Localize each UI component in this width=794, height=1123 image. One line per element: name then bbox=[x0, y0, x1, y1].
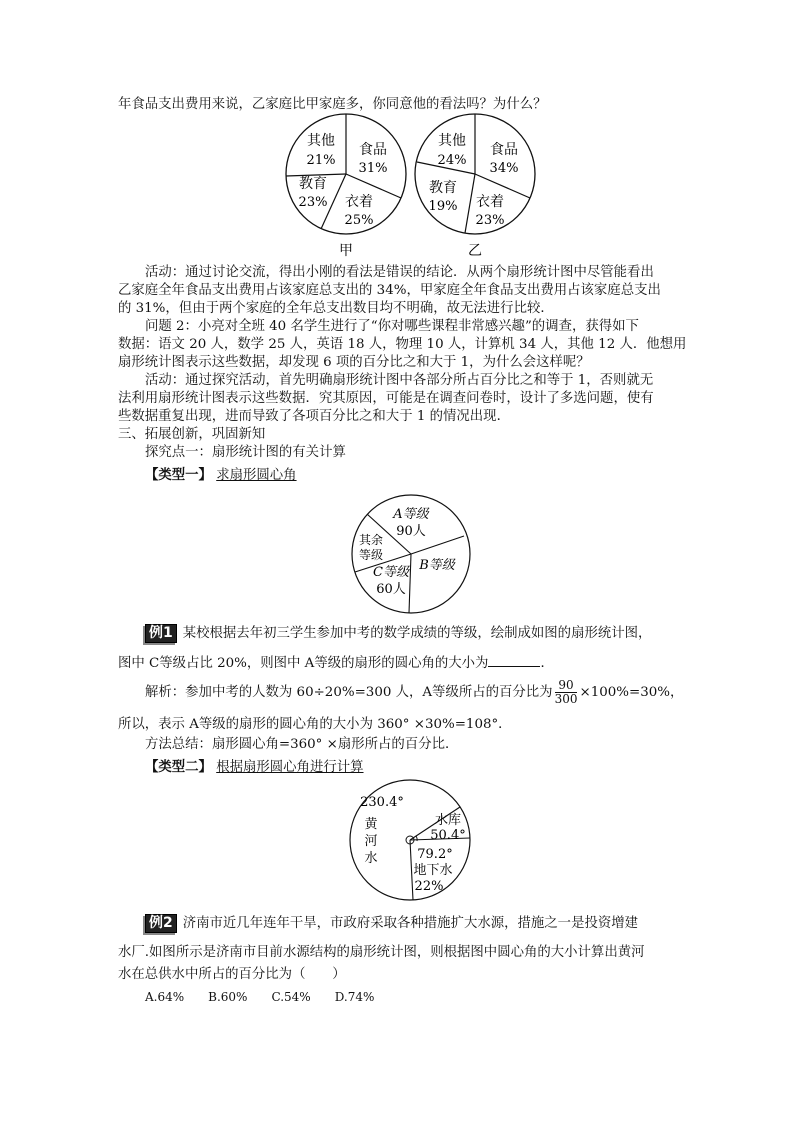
yi-food-value: 34% bbox=[489, 161, 519, 176]
fraction-90-300 bbox=[555, 679, 578, 706]
jia-edu-value: 23% bbox=[298, 195, 328, 210]
ground-angle: 79.2° bbox=[417, 847, 453, 862]
yi-clothes-label: 衣着 bbox=[476, 194, 504, 210]
yellow-river-char2: 河 bbox=[364, 834, 378, 849]
yi-edu-value: 19% bbox=[428, 199, 458, 214]
grade-a-count: 90人 bbox=[396, 524, 426, 539]
yi-other-value: 24% bbox=[437, 153, 467, 168]
example1-line1 bbox=[145, 624, 651, 644]
grade-c-count: 60人 bbox=[376, 582, 406, 597]
grade-b-name: B等级 bbox=[419, 558, 455, 573]
example1-tag: 例1 bbox=[145, 624, 177, 643]
example1-text2: 图中 C等级占比 20%，则图中 A等级的扇形的圆心角的大小为 bbox=[118, 656, 489, 671]
grade-other-line2: 等级 bbox=[358, 548, 384, 562]
type1-title: 求扇形圆心角 bbox=[216, 468, 297, 483]
pie-chart-grade bbox=[349, 492, 473, 616]
fraction-denominator: 300 bbox=[554, 692, 578, 706]
yi-other-label: 其他 bbox=[438, 133, 466, 149]
question2-line1: 问题 2：小亮对全班 40 名学生进行了“你对哪些课程非常感兴趣”的调查，获得如下 bbox=[145, 319, 639, 334]
question2-line2: 数据：语文 20 人，数学 25 人，英语 18 人，物理 10 人，计算机 34 人，其他 12 人．他想用 bbox=[118, 337, 687, 352]
jia-food-value: 31% bbox=[358, 161, 388, 176]
example1-text2-end: ． bbox=[540, 656, 554, 671]
type2-bracket: 【类型二】 bbox=[145, 759, 212, 775]
type1-heading bbox=[145, 466, 297, 485]
grade-c-name: C等级 bbox=[373, 565, 409, 580]
solution-text-b: ×100%=30%， bbox=[579, 685, 684, 700]
pie-chart-jia bbox=[283, 112, 409, 260]
pie-chart-water bbox=[347, 778, 475, 904]
example2-line1 bbox=[145, 914, 638, 934]
solution-text-a: 解析：参加中考的人数为 60÷20%=300 人，A等级所占的百分比为 bbox=[145, 685, 553, 700]
example1-method: 方法总结：扇形圆心角=360° ×扇形所占的百分比． bbox=[145, 737, 459, 752]
example1-line2 bbox=[118, 654, 554, 673]
example1-solution1 bbox=[145, 676, 683, 710]
grade-a-name: A等级 bbox=[393, 507, 429, 522]
activity1-line2: 乙家庭全年食品支出费用占该家庭总支出的 34%，甲家庭全年食品支出费用占该家庭总支出 bbox=[118, 283, 661, 298]
jia-clothes-label: 衣着 bbox=[345, 194, 373, 210]
explore1-heading: 探究点一：扇形统计图的有关计算 bbox=[145, 445, 346, 460]
example1-solution2: 所以，表示 A等级的扇形的圆心角的大小为 360° ×30%=108°． bbox=[118, 717, 512, 732]
fraction-numerator: 90 bbox=[555, 679, 578, 693]
reservoir-angle: 50.4° bbox=[430, 828, 466, 843]
yi-food-label: 食品 bbox=[490, 142, 518, 158]
jia-edu-label: 教育 bbox=[299, 176, 327, 192]
type1-bracket: 【类型一】 bbox=[145, 467, 212, 483]
yellow-river-char1: 黄 bbox=[364, 817, 378, 832]
type2-title: 根据扇形圆心角进行计算 bbox=[216, 760, 364, 775]
jia-food-label: 食品 bbox=[359, 142, 387, 158]
yi-caption: 乙 bbox=[468, 243, 482, 259]
jia-clothes-value: 25% bbox=[344, 213, 374, 228]
section3-heading: 三、拓展创新，巩固新知 bbox=[118, 427, 266, 442]
water-angle-big: 230.4° bbox=[360, 795, 404, 810]
example2-line3: 水在总供水中所占的百分比为（ ） bbox=[118, 967, 346, 982]
activity1-line1: 活动：通过讨论交流，得出小刚的看法是错误的结论．从两个扇形统计图中尽管能看出 bbox=[145, 265, 654, 280]
example2-tag: 例2 bbox=[145, 914, 177, 933]
example1-text1: 某校根据去年初三学生参加中考的数学成绩的等级，绘制成如图的扇形统计图， bbox=[182, 626, 652, 641]
example2-options: A.64% B.60% C.54% D.74% bbox=[145, 990, 375, 1004]
activity2-line2: 法利用扇形统计图表示这些数据．究其原因，可能是在调查问卷时，设计了多选问题，使有 bbox=[118, 391, 654, 406]
example2-line2: 水厂.如图所示是济南市目前水源结构的扇形统计图，则根据图中圆心角的大小计算出黄河 bbox=[118, 945, 645, 960]
activity2-line1: 活动：通过探究活动，首先明确扇形统计图中各部分所占百分比之和等于 1，否则就无 bbox=[145, 373, 654, 388]
intro-line: 年食品支出费用来说，乙家庭比甲家庭多，你同意他的看法吗？为什么？ bbox=[118, 97, 547, 112]
jia-other-label: 其他 bbox=[307, 133, 335, 149]
yi-clothes-value: 23% bbox=[475, 213, 505, 228]
grade-other-line1: 其余 bbox=[358, 533, 384, 547]
yellow-river-char3: 水 bbox=[364, 851, 378, 866]
yi-edu-label: 教育 bbox=[429, 180, 457, 196]
reservoir-label: 水库 bbox=[434, 813, 462, 828]
type2-heading bbox=[145, 758, 364, 777]
pie-chart-yi bbox=[412, 112, 538, 260]
jia-caption: 甲 bbox=[339, 243, 353, 259]
activity1-line3: 的 31%，但由于两个家庭的全年总支出数目均不明确，故无法进行比较． bbox=[118, 301, 554, 316]
jia-other-value: 21% bbox=[306, 153, 336, 168]
groundwater-label: 地下水 bbox=[413, 863, 453, 878]
activity2-line3: 些数据重复出现，进而导致了各项百分比之和大于 1 的情况出现． bbox=[118, 409, 510, 424]
answer-blank[interactable] bbox=[488, 654, 540, 667]
example2-text1: 济南市近几年连年干旱，市政府采取各种措施扩大水源，措施之一是投资增建 bbox=[182, 916, 639, 931]
question2-line3: 扇形统计图表示这些数据，却发现 6 项的百分比之和大于 1，为什么会这样呢？ bbox=[118, 355, 590, 370]
groundwater-pct: 22% bbox=[414, 879, 444, 894]
